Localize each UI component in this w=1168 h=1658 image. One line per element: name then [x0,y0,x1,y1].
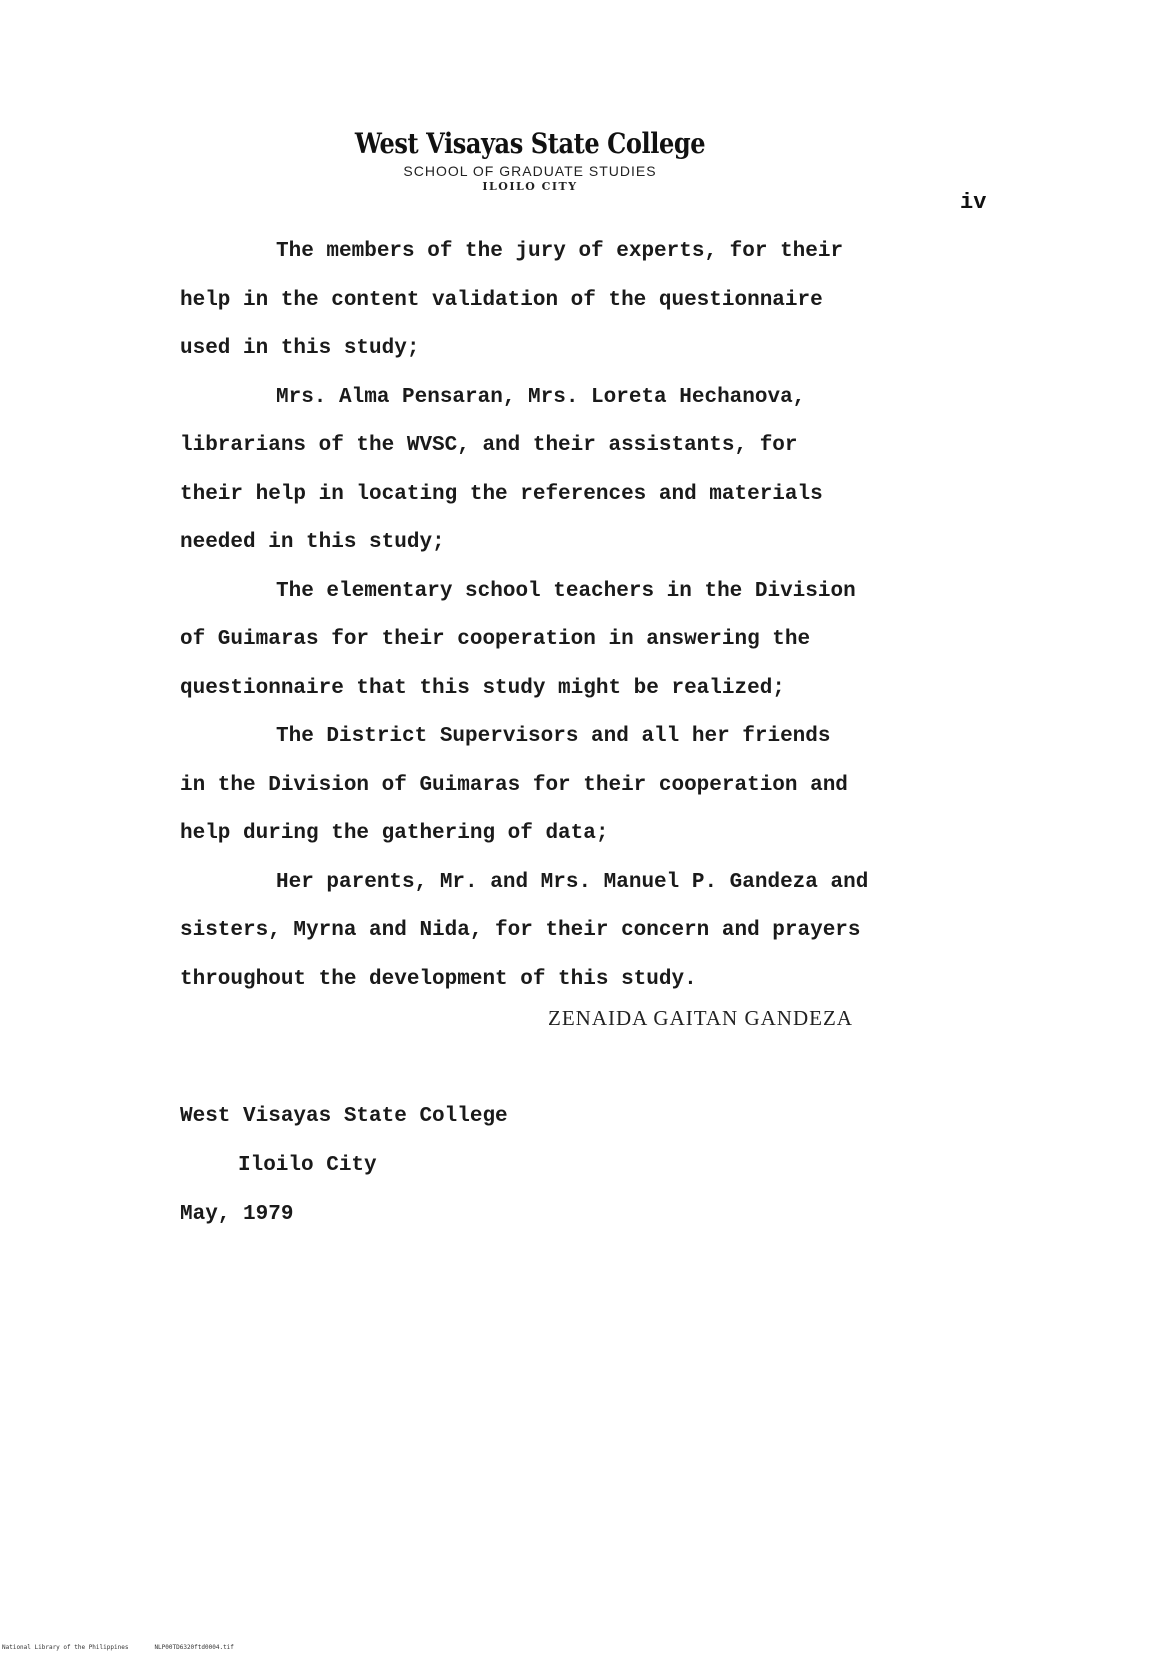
closing-city: Iloilo City [238,1154,377,1177]
closing-institution: West Visayas State College [180,1105,508,1128]
paragraph-line: their help in locating the references and materials [180,482,823,506]
paragraph-line: The District Supervisors and all her friends [276,725,831,748]
paragraph-line: help in the content validation of the questionnaire [180,288,823,312]
paragraph-line: in the Division of Guimaras for their cooperation and [180,773,848,797]
letterhead [300,128,760,194]
paragraph-line: needed in this study; [180,531,445,554]
letterhead-city: ILOILO CITY [482,180,578,193]
letterhead-school: SCHOOL OF GRADUATE STUDIES [403,163,657,179]
paragraph-line: used in this study; [180,337,420,360]
paragraph-line: Mrs. Alma Pensaran, Mrs. Loreta Hechanova, [276,385,806,409]
paragraph-line: help during the gathering of data; [180,822,609,845]
paragraph-line: Her parents, Mr. and Mrs. Manuel P. Gandeza and [276,870,869,894]
paragraph-line: throughout the development of this study. [180,967,697,991]
paragraph-line: sisters, Myrna and Nida, for their concern and prayers [180,919,861,942]
scan-footer [2,1644,234,1651]
closing-date: May, 1979 [180,1203,294,1226]
footer-file: NLP00TD6320ftd0004.tif [154,1644,234,1651]
paragraph-line: questionnaire that this study might be realized; [180,676,785,700]
paragraph-line: librarians of the WVSC, and their assistants, for [180,434,798,457]
paragraph-line: The members of the jury of experts, for their [276,240,844,263]
acknowledgment-body [180,228,1000,1004]
author-signature: ZENAIDA GAITAN GANDEZA [548,1006,853,1030]
footer-library: National Library of the Philippines [2,1644,129,1651]
closing-block [180,1092,508,1239]
letterhead-institution: West Visayas State College [354,127,706,160]
paragraph-line: of Guimaras for their cooperation in answering the [180,628,811,651]
page-number: iv [960,190,987,215]
paragraph-line: The elementary school teachers in the Division [276,579,856,603]
